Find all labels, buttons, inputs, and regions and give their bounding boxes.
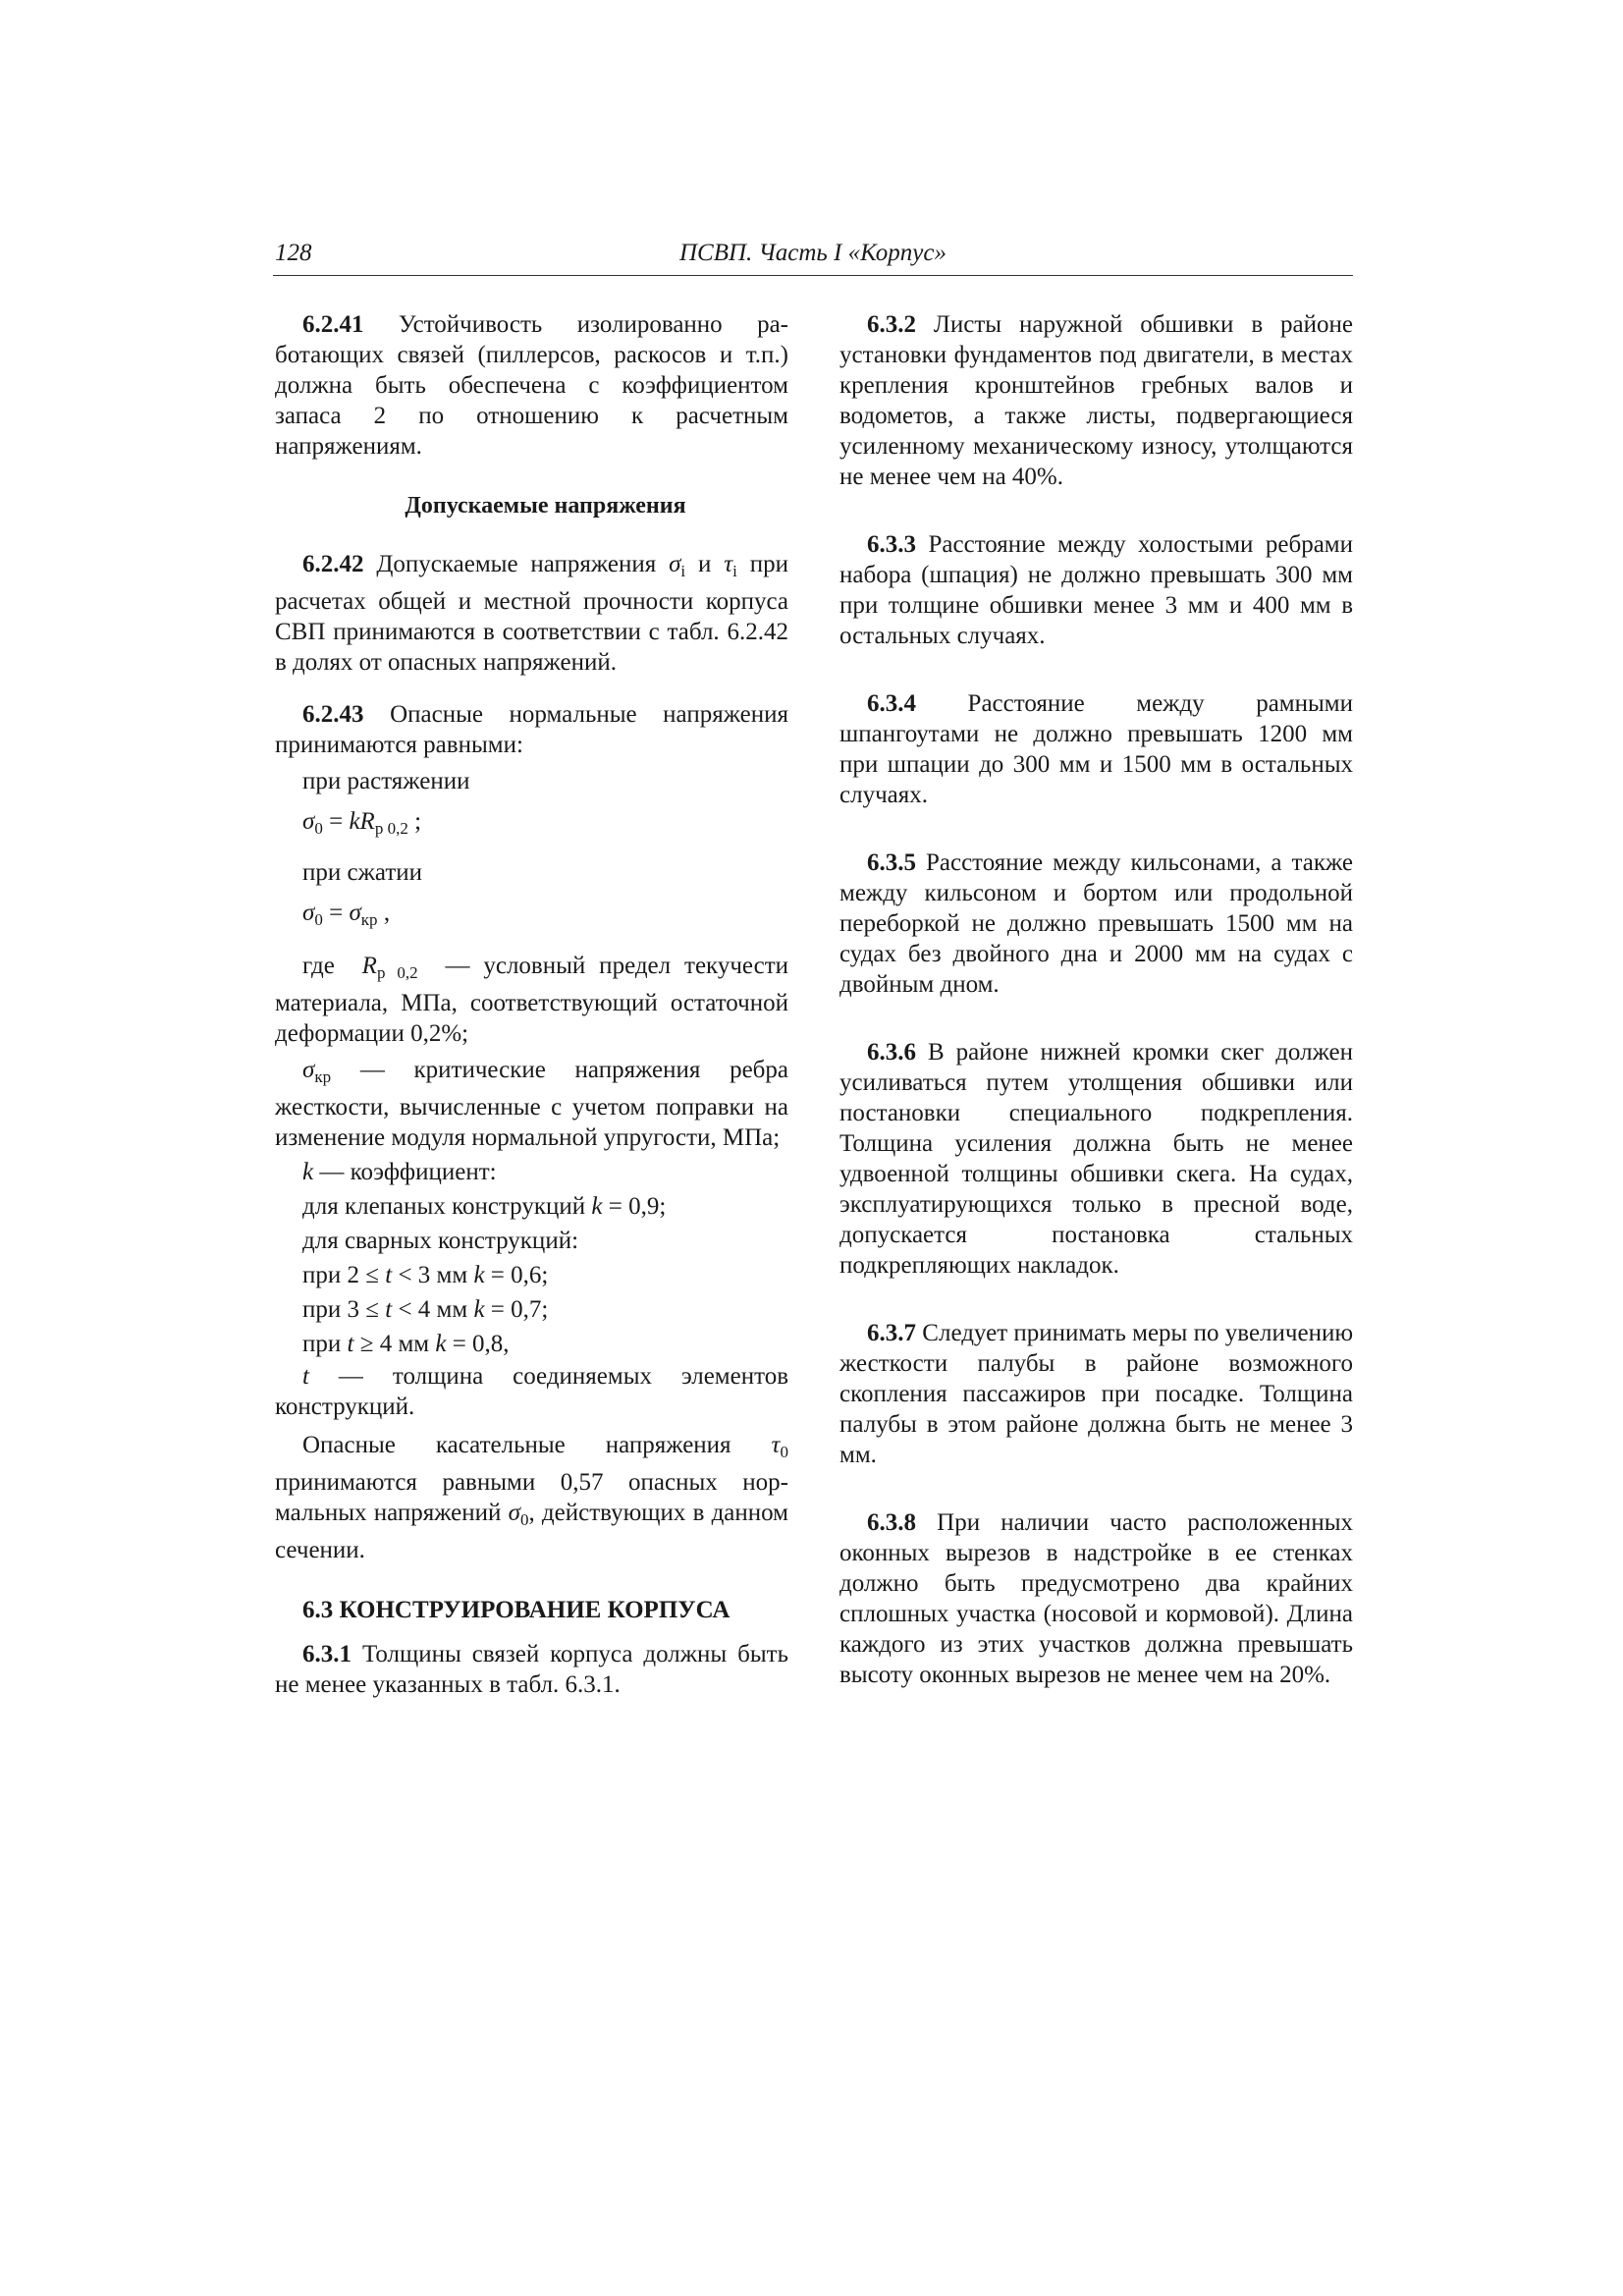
paragraph-6-3-6: 6.3.6 В районе нижней кромки скег должен усиливаться путем утолщения обшивки или постановки специального подкрепления. Толщина усиления должна быть не менее удвоенной толщины обшивки скега. На судах, эксплуатирующихся только в пресной воде, допускается постановка стальных подкрепляющих накладок. [839,1039,1353,1279]
paragraph-6-3-3: 6.3.3 Расстояние между холостыми ребрами набора (шпация) не должно превышать 300 мм при толщине обшивки менее 3 мм и 400 мм в остальных случаях. [839,531,1353,649]
compression-label: при сжатии [302,859,423,886]
k-welded-label: для сварных конструкций: [302,1228,579,1254]
left-column [275,309,788,1700]
paragraph-6-3-2: 6.3.2 Листы наружной обшивки в районе установки фундаментов под двигатели, в местах крепления кронштейнов гребных валов и водометов, а также листы, подвергающиеся усиленному механическому износу, утолщаются не менее чем на 40%. [839,311,1354,490]
paragraph-6-3-7: 6.3.7 Следует принимать меры по увеличению жесткости палубы в районе возможного скопления пассажиров при посадке. Толщина палубы в этом районе должна быть не менее 3 мм. [839,1320,1354,1468]
paragraph-6-3-8: 6.3.8 При наличии часто расположенных оконных вырезов в надстройке в ее стенках должно быть предусмотрено два крайних сплошных участка (носовой и кормовой). Длина каждого из этих участков должна превышать высоту оконных вырезов не менее чем на 20%. [839,1509,1353,1688]
k-case-1: при 2 ≤ t < 3 мм k = 0,6; [302,1262,549,1288]
tension-label: при растяжении [302,768,470,794]
page-number: 128 [275,240,312,266]
formula-compression: $\sigma_0 = \sigma_{кр}$ , [302,900,391,929]
k-case-2: при 3 ≤ t < 4 мм k = 0,7; [302,1296,549,1323]
paragraph-6-2-41: 6.2.41 Устойчивость изолированно работающих связей (пиллерсов, раскосов и т.п.) должна быть обеспечена с коэффициентом запаса 2 по отношению к расчетным напряжениям. [275,311,788,460]
paragraph-6-3-5: 6.3.5 Расстояние между кильсонами, а также между кильсоном и бортом или продольной переборкой не должно превышать 1500 мм на судах без двойного дна и 2000 мм на судах с двойным дном. [839,849,1354,998]
paragraph-6-2-42: 6.2.42 Допускаемые напряжения $\sigma_i$ и $\tau_i$ при расчетах общей и местной прочности корпуса СВП принимаются в соответствии с табл. 6.2.42 в долях от опасных напряжений. [275,551,789,676]
subheading-allowable-stresses: Допускаемые напряжения [405,493,686,519]
definition-sigma-kr: $\sigma_{кр}$ — критические напряжения ребра жесткости, вычисленные с учетом поправки на изменение модуля нормальной упругости, МПа; [275,1057,788,1151]
paragraph-6-3-1: 6.3.1 Толщины связей корпуса должны быть не менее указанных в табл. 6.3.1. [275,1641,788,1698]
section-title-6-3: 6.3 КОНСТРУИРОВАНИЕ КОРПУСА [302,1597,730,1623]
running-title: ПСВП. Часть I «Корпус» [679,240,947,266]
paragraph-6-2-43: 6.2.43 Опасные нормальные напряжения принимаются равными: [275,701,788,758]
k-case-3: при t ≥ 4 мм k = 0,8, [302,1331,510,1357]
sigma-symbol: σ [669,551,681,577]
paragraph-6-3-4: 6.3.4 Расстояние между рамными шпангоутами не должно превышать 1200 мм при шпации до 300 мм и 1500 мм в остальных случаях. [839,690,1353,808]
definition-k: k — коэффициент: [302,1159,497,1185]
right-column [839,309,1353,1690]
paragraph-shear-stresses: Опасные касательные напряжения $\tau_0$ принимаются равными 0,57 опасных нормальных напряжений $\sigma_0$, действующих в данном сечении. [275,1432,789,1563]
page-header [273,238,1353,276]
tau-symbol: τ [724,551,733,577]
k-riveted: для клепаных конструкций k = 0,9; [302,1193,667,1220]
definition-r: где $R_{р 0,2}$ — условный предел текучести материала, МПа, соответствующий остаточной деформации 0,2%; [275,953,789,1047]
definition-t: t — толщина соединяемых элементов конструкций. [275,1363,789,1420]
formula-tension: $\sigma_0 = kR_{р 0,2}$ ; [302,808,422,838]
